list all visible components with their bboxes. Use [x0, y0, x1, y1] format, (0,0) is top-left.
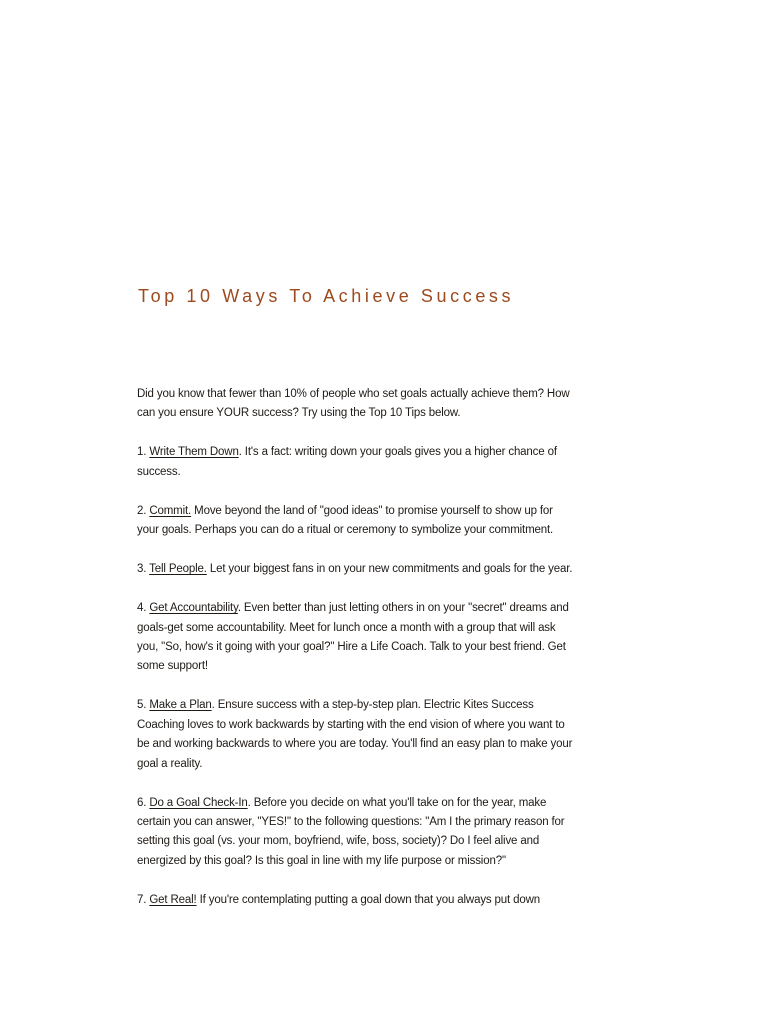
tip-text: . Even better than just letting others in on your "secret" dreams and goals-get some accountability. Meet for lunch once a month with a group that will ask you, "So, how's it going with your goal?" Hire a Life Coach. Talk to your best friend. Get some support!: [137, 602, 569, 673]
tip-item: [137, 891, 577, 910]
tip-link[interactable]: Get Real!: [149, 893, 197, 906]
tip-number: 7.: [137, 893, 147, 906]
tip-number: 5.: [137, 699, 147, 712]
tip-text: . It's a fact: writing down your goals gives you a higher chance of success.: [137, 446, 557, 478]
intro-paragraph: Did you know that fewer than 10% of people who set goals actually achieve them? How can you ensure YOUR success? Try using the Top 10 Tips below.: [137, 388, 570, 420]
tip-link[interactable]: Do a Goal Check-In: [149, 796, 248, 809]
tip-item: [137, 502, 577, 541]
tip-link[interactable]: Write Them Down: [149, 446, 239, 459]
tip-item: [137, 443, 577, 482]
tip-item: [137, 599, 577, 677]
tip-number: 3.: [137, 563, 147, 576]
tips-list: [137, 443, 577, 910]
tip-text: Let your biggest fans in on your new commitments and goals for the year.: [206, 563, 573, 576]
article-body: [137, 385, 577, 930]
tip-item: [137, 560, 577, 579]
tip-text: If you're contemplating putting a goal down that you always put down: [196, 893, 541, 906]
tip-text: . Ensure success with a step-by-step plan. Electric Kites Success Coaching loves to work backwards by starting with the end vision of where you want to be and working backwards to where you are today. You'll find an easy plan to make your goal a reality.: [137, 699, 573, 770]
tip-number: 1.: [137, 446, 147, 459]
tip-text: Move beyond the land of "good ideas" to promise yourself to show up for your goals. Perhaps you can do a ritual or ceremony to symbolize your commitment.: [137, 504, 554, 537]
tip-link[interactable]: Tell People.: [149, 563, 207, 576]
tip-number: 4.: [137, 602, 147, 615]
tip-number: 6.: [137, 796, 147, 809]
page-title: Top 10 Ways To Achieve Success: [138, 286, 515, 306]
tip-item: [137, 794, 577, 872]
tip-link[interactable]: Get Accountability: [149, 602, 238, 615]
tip-item: [137, 696, 577, 774]
tip-text: . Before you decide on what you'll take on for the year, make certain you can answer, "YES!" to the following questions: "Am I the primary reason for setting this goal (vs. your mom, boyfriend, wife, boss, society)? Do I feel alive and energized by this goal? Is this goal in line with my life purpose or mission?": [137, 796, 565, 867]
tip-number: 2.: [137, 504, 147, 517]
tip-link[interactable]: Commit.: [149, 504, 192, 517]
tip-link[interactable]: Make a Plan: [149, 699, 212, 712]
